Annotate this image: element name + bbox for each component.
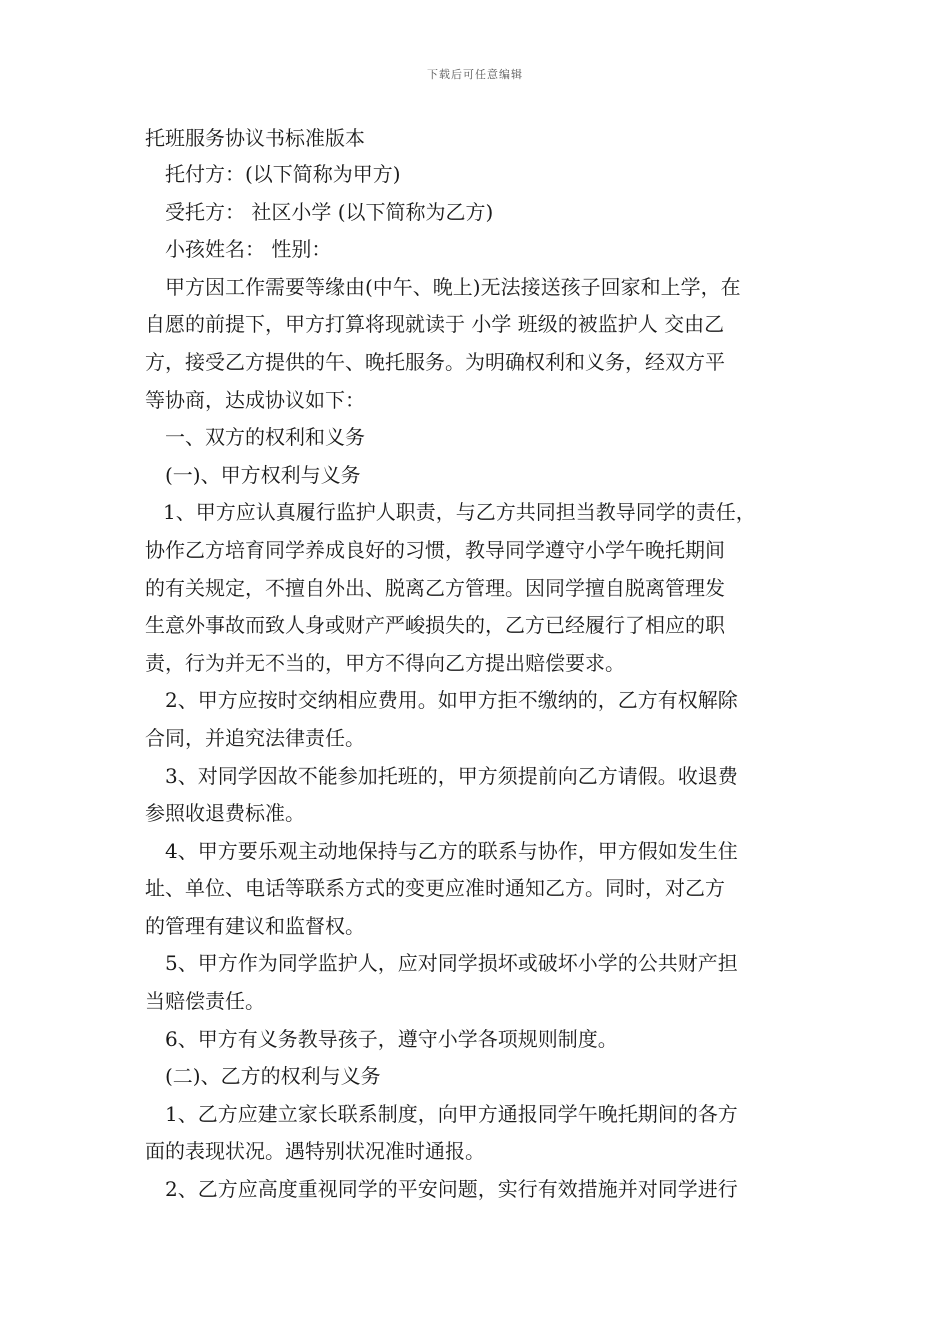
paragraph-line: 责，行为并无不当的，甲方不得向乙方提出赔偿要求。 (145, 650, 625, 675)
paragraph-line: 合同，并追究法律责任。 (145, 725, 365, 750)
paragraph-line: 甲方因工作需要等缘由(中午、晚上)无法接送孩子回家和上学，在 (165, 274, 741, 299)
paragraph-line: 3、对同学因故不能参加托班的，甲方须提前向乙方请假。收退费 (165, 763, 738, 788)
paragraph-line: 1、乙方应建立家长联系制度，向甲方通报同学午晚托期间的各方 (165, 1101, 738, 1126)
paragraph-line: 当赔偿责任。 (145, 989, 265, 1014)
paragraph-line: 的管理有建议和监督权。 (145, 913, 365, 938)
paragraph-line: 4、甲方要乐观主动地保持与乙方的联系与协作，甲方假如发生住 (165, 838, 738, 863)
paragraph-line: 协作乙方培育同学养成良好的习惯，教导同学遵守小学午晚托期间 (145, 537, 725, 562)
paragraph-line: 6、甲方有义务教导孩子，遵守小学各项规则制度。 (165, 1026, 618, 1051)
paragraph-line: 托付方：(以下简称为甲方) (165, 162, 401, 186)
paragraph-line: 方，接受乙方提供的午、晚托服务。为明确权利和义务，经双方平 (145, 349, 725, 374)
subsection-heading: (二)、乙方的权利与义务 (165, 1064, 381, 1089)
paragraph-line: 参照收退费标准。 (145, 801, 305, 826)
paragraph-line: 5、甲方作为同学监护人，应对同学损坏或破坏小学的公共财产担 (165, 951, 738, 976)
paragraph-line: 受托方： 社区小学 (以下简称为乙方) (165, 199, 494, 224)
paragraph-line: 面的表现状况。遇特别状况准时通报。 (145, 1139, 485, 1164)
document-body (145, 156, 810, 1209)
paragraph-line: 生意外事故而致人身或财产严峻损失的，乙方已经履行了相应的职 (145, 613, 725, 638)
section-heading: 一、双方的权利和义务 (165, 425, 365, 450)
paragraph-line: 自愿的前提下，甲方打算将现就读于 小学 班级的被监护人 交由乙 (145, 312, 725, 337)
paragraph-line: 等协商，达成协议如下： (145, 387, 365, 412)
subsection-heading: (一)、甲方权利与义务 (165, 462, 361, 487)
page-header-note: 下载后可任意编辑 (427, 68, 523, 81)
paragraph-line: 2、乙方应高度重视同学的平安问题，实行有效措施并对同学进行 (165, 1177, 738, 1202)
paragraph-line: 址、单位、电话等联系方式的变更应准时通知乙方。同时，对乙方 (145, 876, 725, 901)
paragraph-line: 1、甲方应认真履行监护人职责，与乙方共同担当教导同学的责任， (163, 500, 756, 525)
paragraph-line: 的有关规定，不擅自外出、脱离乙方管理。因同学擅自脱离管理发 (145, 575, 725, 600)
paragraph-line: 2、甲方应按时交纳相应费用。如甲方拒不缴纳的，乙方有权解除 (165, 688, 738, 713)
paragraph-line: 小孩姓名： 性别： (165, 237, 332, 262)
document-title: 托班服务协议书标准版本 (145, 126, 365, 150)
